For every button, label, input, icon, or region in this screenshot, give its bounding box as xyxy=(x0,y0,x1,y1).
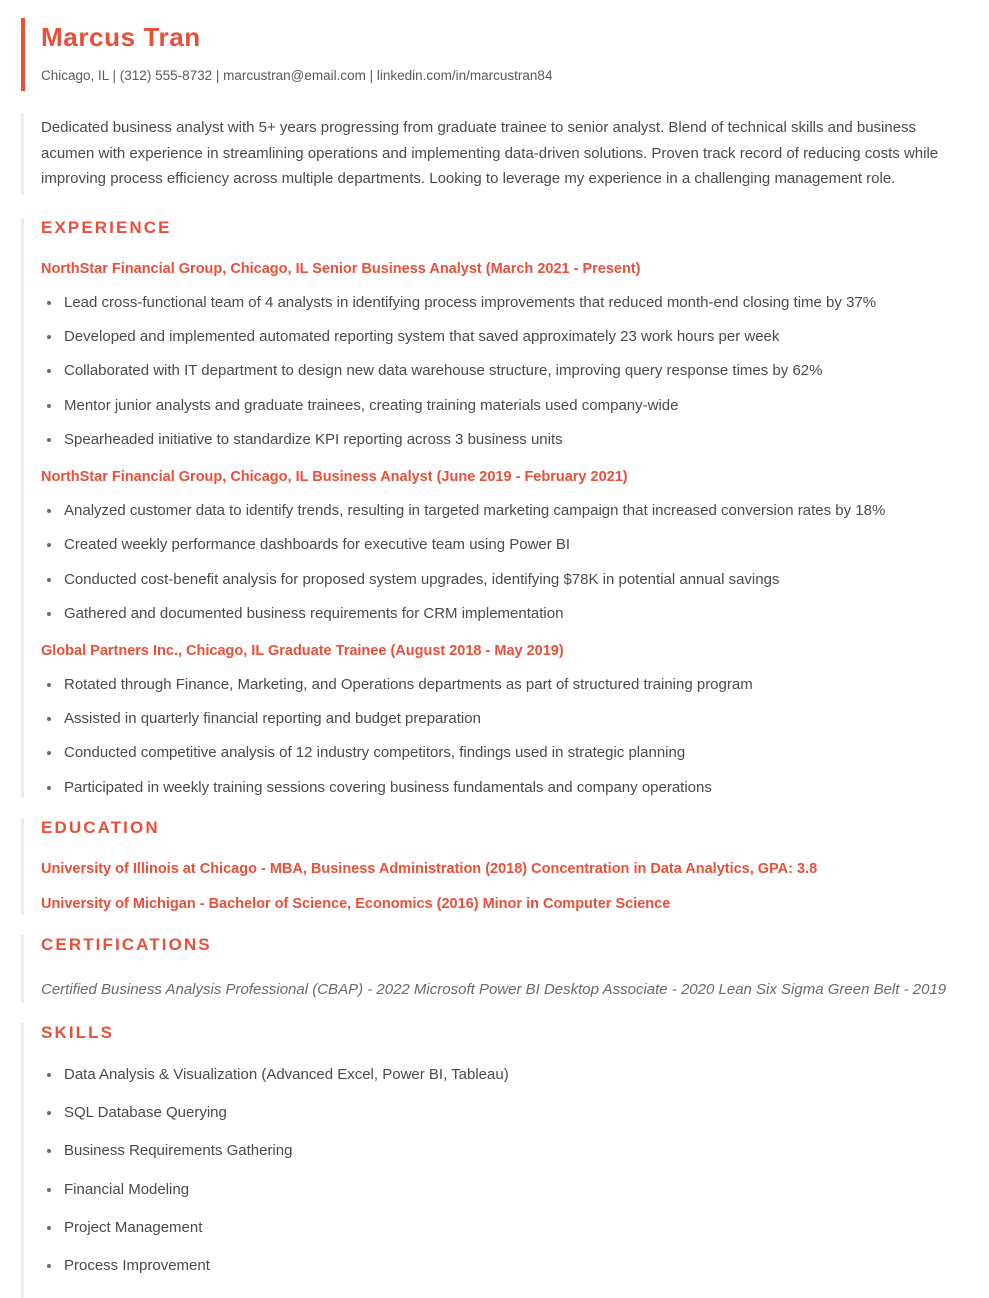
job-bullet: Conducted competitive analysis of 12 industry competitors, findings used in strategic planning xyxy=(41,743,965,763)
experience-section xyxy=(21,218,965,798)
job-heading: NorthStar Financial Group, Chicago, IL Senior Business Analyst (March 2021 - Present) xyxy=(41,261,641,278)
skill-item: Data Analysis & Visualization (Advanced Excel, Power BI, Tableau) xyxy=(41,1065,965,1085)
job-bullet: Participated in weekly training sessions covering business fundamentals and company operations xyxy=(41,778,965,798)
education-entry: University of Michigan - Bachelor of Science, Economics (2016) Minor in Computer Science xyxy=(41,896,671,913)
skill-item: SQL Database Querying xyxy=(41,1103,965,1123)
section-title-skills: SKILLS xyxy=(41,1022,115,1042)
skill-item: Process Improvement xyxy=(41,1256,965,1276)
section-title-experience: EXPERIENCE xyxy=(41,218,172,238)
certifications-section xyxy=(21,935,965,1003)
job-bullet-list xyxy=(41,501,965,624)
education-entry: University of Illinois at Chicago - MBA, Business Administration (2018) Concentration in Data Analytics, GPA: 3.8 xyxy=(41,860,818,877)
job-bullet: Developed and implemented automated reporting system that saved approximately 23 work hours per week xyxy=(41,327,965,347)
job-bullet: Collaborated with IT department to design new data warehouse structure, improving query response times by 62% xyxy=(41,361,965,381)
skills-list xyxy=(41,1065,965,1277)
experience-entry xyxy=(41,260,965,450)
contact-line: Chicago, IL | (312) 555-8732 | marcustran@email.com | linkedin.com/in/marcustran84 xyxy=(41,68,553,84)
skill-item: Business Requirements Gathering xyxy=(41,1141,965,1161)
experience-entry xyxy=(41,642,965,798)
job-bullet: Gathered and documented business requirements for CRM implementation xyxy=(41,604,965,624)
job-bullet: Conducted cost-benefit analysis for proposed system upgrades, identifying $78K in potential annual savings xyxy=(41,570,965,590)
job-bullet: Created weekly performance dashboards for executive team using Power BI xyxy=(41,535,965,555)
job-heading: NorthStar Financial Group, Chicago, IL Business Analyst (June 2019 - February 2021) xyxy=(41,469,628,486)
education-list xyxy=(41,860,965,915)
job-bullet: Rotated through Finance, Marketing, and Operations departments as part of structured training program xyxy=(41,675,965,695)
skill-item: Financial Modeling xyxy=(41,1180,965,1200)
job-bullet-list xyxy=(41,675,965,798)
experience-entry xyxy=(41,468,965,624)
education-section xyxy=(21,818,965,915)
skill-item: Project Management xyxy=(41,1218,965,1238)
experience-list xyxy=(41,260,965,798)
job-bullet: Lead cross-functional team of 4 analysts in identifying process improvements that reduced month-end closing time by 37% xyxy=(41,293,965,313)
job-bullet: Spearheaded initiative to standardize KPI reporting across 3 business units xyxy=(41,430,965,450)
summary-section xyxy=(21,113,965,194)
summary-text: Dedicated business analyst with 5+ years progressing from graduate trainee to senior analyst. Blend of technical skills and business acumen with experience in streamlining operations and implementing data-driven solutions. Proven track record of reducing costs while improving process efficiency across multiple departments. Looking to leverage my experience in a challenging management role. xyxy=(41,118,939,188)
job-bullet: Assisted in quarterly financial reporting and budget preparation xyxy=(41,709,965,729)
job-bullet: Mentor junior analysts and graduate trainees, creating training materials used company-wide xyxy=(41,396,965,416)
job-heading: Global Partners Inc., Chicago, IL Graduate Trainee (August 2018 - May 2019) xyxy=(41,643,564,660)
job-bullet-list xyxy=(41,293,965,450)
section-title-certifications: CERTIFICATIONS xyxy=(41,935,212,955)
section-title-education: EDUCATION xyxy=(41,817,160,837)
candidate-name: Marcus Tran xyxy=(41,22,201,52)
job-bullet: Analyzed customer data to identify trends, resulting in targeted marketing campaign that increased conversion rates by 18% xyxy=(41,501,965,521)
skills-section xyxy=(21,1023,965,1298)
certifications-text: Certified Business Analysis Professional (CBAP) - 2022 Microsoft Power BI Desktop Associate - 2020 Lean Six Sigma Green Belt - 2019 xyxy=(41,981,947,999)
resume-header xyxy=(21,18,965,91)
